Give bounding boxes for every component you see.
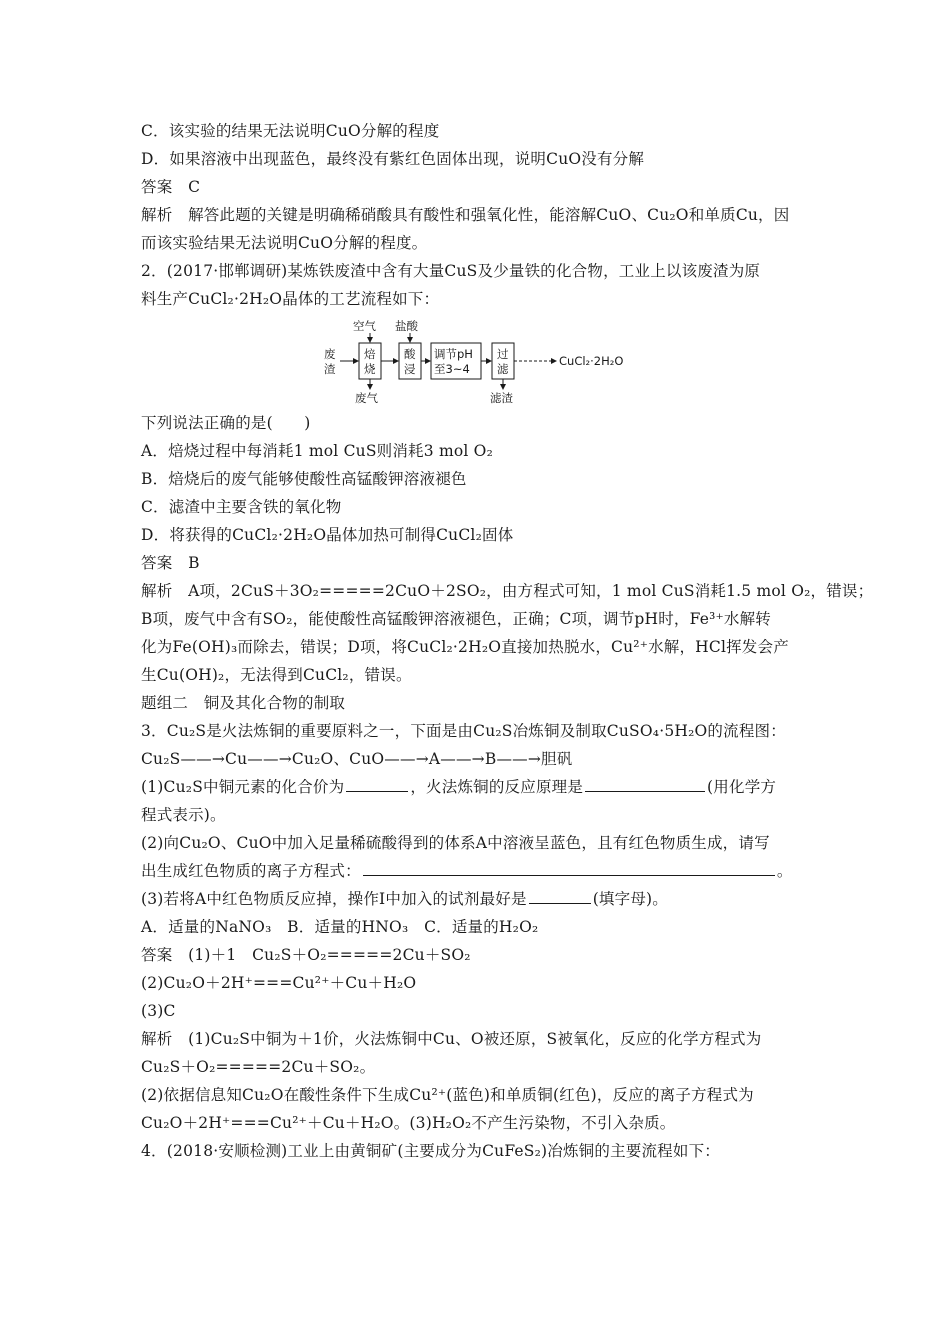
product-label: CuCl₂·2H₂O (559, 354, 624, 368)
process-flow-diagram (318, 318, 648, 410)
answer: 答案 (1)＋1 Cu₂S＋O₂=====2Cu＋SO₂ (141, 946, 471, 964)
answer-blank[interactable] (529, 888, 591, 904)
option-d: D．将获得的CuCl₂·2H₂O晶体加热可制得CuCl₂固体 (141, 526, 514, 544)
option-a: A．焙烧过程中每消耗1 mol CuS则消耗3 mol O₂ (141, 442, 493, 460)
roast-label: 焙 (364, 347, 376, 361)
air-label: 空气 (353, 319, 376, 333)
question-3-part-2: (2)向Cu₂O、CuO中加入足量稀硫酸得到的体系A中溶液呈蓝色，且有红色物质生成，请写 (141, 834, 770, 852)
flow-input-label: 渣 (324, 362, 336, 376)
filter-label: 滤 (497, 362, 509, 376)
acid-leach-label: 浸 (404, 362, 416, 376)
question-3-options: A．适量的NaNO₃ B．适量的HNO₃ C．适量的H₂O₂ (141, 918, 539, 936)
option-c: C．滤渣中主要含铁的氧化物 (141, 498, 342, 516)
analysis-line: 解析 解答此题的关键是明确稀硝酸具有酸性和强氧化性，能溶解CuO、Cu₂O和单质Cu，因 (141, 206, 790, 224)
question-4-stem: 4．(2018·安顺检测)工业上由黄铜矿(主要成分为CuFeS₂)冶炼铜的主要流程如下： (141, 1142, 720, 1160)
answer-line: (2)Cu₂O＋2H⁺===Cu²⁺＋Cu＋H₂O (141, 974, 417, 992)
filter-label: 过 (497, 347, 509, 361)
answer-blank[interactable] (585, 776, 705, 792)
waste-gas-label: 废气 (355, 391, 378, 405)
answer-blank[interactable] (346, 776, 408, 792)
question-2-stem: 2．(2017·邯郸调研)某炼铁废渣中含有大量CuS及少量铁的化合物，工业上以该废渣为原 (141, 262, 761, 280)
analysis-line: 解析 A项，2CuS＋3O₂=====2CuO＋2SO₂，由方程式可知，1 mol CuS消耗1.5 mol O₂，错误； (141, 582, 874, 600)
question-2-prompt: 下列说法正确的是( ) (141, 414, 311, 432)
question-3-part-1: 程式表示)。 (141, 806, 226, 824)
analysis-line: 解析 (1)Cu₂S中铜为＋1价，火法炼铜中Cu、O被还原，S被氧化，反应的化学方程式为 (141, 1030, 762, 1048)
question-3-part-1: (1)Cu₂S中铜元素的化合价为 ，火法炼铜的反应原理是 (用化学方 (141, 778, 777, 796)
acid-leach-label: 酸 (404, 347, 416, 361)
question-3-part-3: (3)若将A中红色物质反应掉，操作Ⅰ中加入的试剂最好是 (填字母)。 (141, 890, 668, 908)
ph-adjust-label: 调节pH (434, 347, 473, 361)
answer: 答案 B (141, 554, 200, 572)
roast-label: 烧 (364, 362, 376, 376)
analysis-line: (2)依据信息知Cu₂O在酸性条件下生成Cu²⁺(蓝色)和单质铜(红色)，反应的离子方程式为 (141, 1086, 754, 1104)
filter-residue-label: 滤渣 (490, 391, 513, 405)
answer-line: (3)C (141, 1002, 176, 1020)
analysis-line: 而该实验结果无法说明CuO分解的程度。 (141, 234, 428, 252)
answer-blank[interactable] (363, 860, 775, 876)
option-c: C．该实验的结果无法说明CuO分解的程度 (141, 122, 440, 140)
ph-adjust-label: 至3~4 (434, 362, 470, 376)
question-3-part-2: 出生成红色物质的离子方程式： 。 (141, 862, 793, 880)
analysis-line: 生Cu(OH)₂，无法得到CuCl₂，错误。 (141, 666, 412, 684)
flow-input-label: 废 (324, 347, 336, 361)
question-3-stem: 3．Cu₂S是火法炼铜的重要原料之一，下面是由Cu₂S冶炼铜及制取CuSO₄·5H₂O的流程图： (141, 722, 786, 740)
hydrochloric-acid-label: 盐酸 (395, 319, 418, 333)
analysis-line: Cu₂S＋O₂=====2Cu＋SO₂。 (141, 1058, 376, 1076)
answer: 答案 C (141, 178, 201, 196)
question-2-stem: 料生产CuCl₂·2H₂O晶体的工艺流程如下： (141, 290, 440, 308)
analysis-line: 化为Fe(OH)₃而除去，错误；D项，将CuCl₂·2H₂O直接加热脱水，Cu²⁺水解，HCl挥发会产 (141, 638, 789, 656)
analysis-line: B项，废气中含有SO₂，能使酸性高锰酸钾溶液褪色，正确；C项，调节pH时，Fe³⁺水解转 (141, 610, 772, 628)
section-heading: 题组二 铜及其化合物的制取 (141, 694, 346, 712)
option-b: B．焙烧后的废气能够使酸性高锰酸钾溶液褪色 (141, 470, 467, 488)
option-d: D．如果溶液中出现蓝色，最终没有紫红色固体出现，说明CuO没有分解 (141, 150, 645, 168)
process-chain: Cu₂S——→Cu——→Cu₂O、CuO——→A——→B——→胆矾 (141, 750, 573, 768)
analysis-line: Cu₂O＋2H⁺===Cu²⁺＋Cu＋H₂O。(3)H₂O₂不产生污染物，不引入杂质。 (141, 1114, 676, 1132)
